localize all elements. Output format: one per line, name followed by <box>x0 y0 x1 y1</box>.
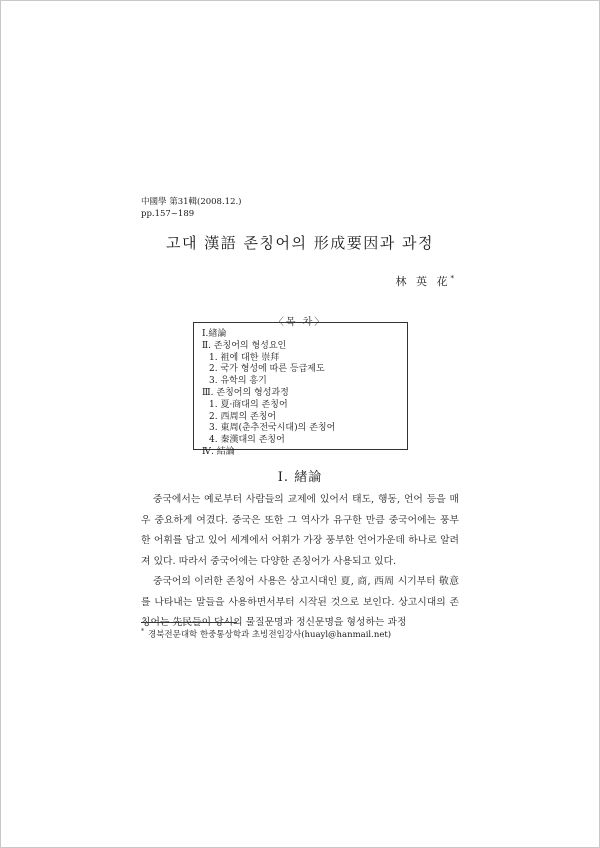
journal-info <box>141 196 242 220</box>
toc-subitem: 4. 秦漢대의 존칭어 <box>209 435 285 446</box>
author <box>396 273 455 289</box>
toc-subitem: 2. 국가 형성에 따른 등급제도 <box>209 364 325 375</box>
toc-heading: 〈목 차〉 <box>273 317 327 328</box>
toc-item: Ⅱ. 존칭어의 형성요인 <box>202 340 287 351</box>
toc-subitem: 2. 西周의 존칭어 <box>209 411 277 422</box>
journal-volume: 中國學 第31輯(2008.12.) <box>141 197 242 207</box>
toc-item: Ⅰ.緖論 <box>202 329 227 339</box>
toc-subitem: 1. 祖에 대한 崇拜 <box>209 352 280 363</box>
author-footnote-mark: * <box>450 274 454 283</box>
toc-subitem: 1. 夏·商대의 존칭어 <box>209 399 288 410</box>
footnote-divider <box>141 622 237 623</box>
journal-pages: pp.157~189 <box>141 209 195 219</box>
paragraph: 중국에서는 예로부터 사람들의 교제에 있어서 태도, 행동, 언어 등을 매우 중요하게 여겼다. 중국은 또한 그 역사가 유구한 만큼 중국어에는 풍부한 어휘를 담고 있어 세계에서 어휘가 가장 풍부한 언어가운데 하나로 알려져 있다. 따라서 중국어에는 다양한 존칭어가 사용되고 있다. <box>141 494 459 567</box>
footnote-mark: * <box>141 628 144 635</box>
toc-item: Ⅲ. 존칭어의 형성과정 <box>202 387 289 398</box>
paper-title: 고대 漢語 존칭어의 形成要因과 과정 <box>166 234 434 252</box>
table-of-contents <box>193 322 408 457</box>
section-heading: Ⅰ. 緖論 <box>277 470 323 485</box>
toc-subitem: 3. 유학의 흥기 <box>209 376 267 387</box>
footnote-text: 경북전문대학 한중통상학과 초빙전임강사(huayl@hanmail.net) <box>148 629 392 640</box>
body-text <box>141 490 459 634</box>
footnote <box>141 626 391 641</box>
toc-subitem: 3. 東周(춘추전국시대)의 존칭어 <box>209 423 336 434</box>
paragraph: 중국어의 이러한 존칭어 사용은 상고시대인 夏, 商, 西周 시기부터 敬意를 나타내는 말들을 사용하면서부터 시작된 것으로 보인다. 상고시대의 존칭어는 先民들이 당시의 물질문명과 정신문명을 형성하는 과정 <box>141 576 459 628</box>
author-name: 林 英 花 <box>395 275 451 288</box>
toc-item: Ⅳ. 結論 <box>202 446 235 457</box>
